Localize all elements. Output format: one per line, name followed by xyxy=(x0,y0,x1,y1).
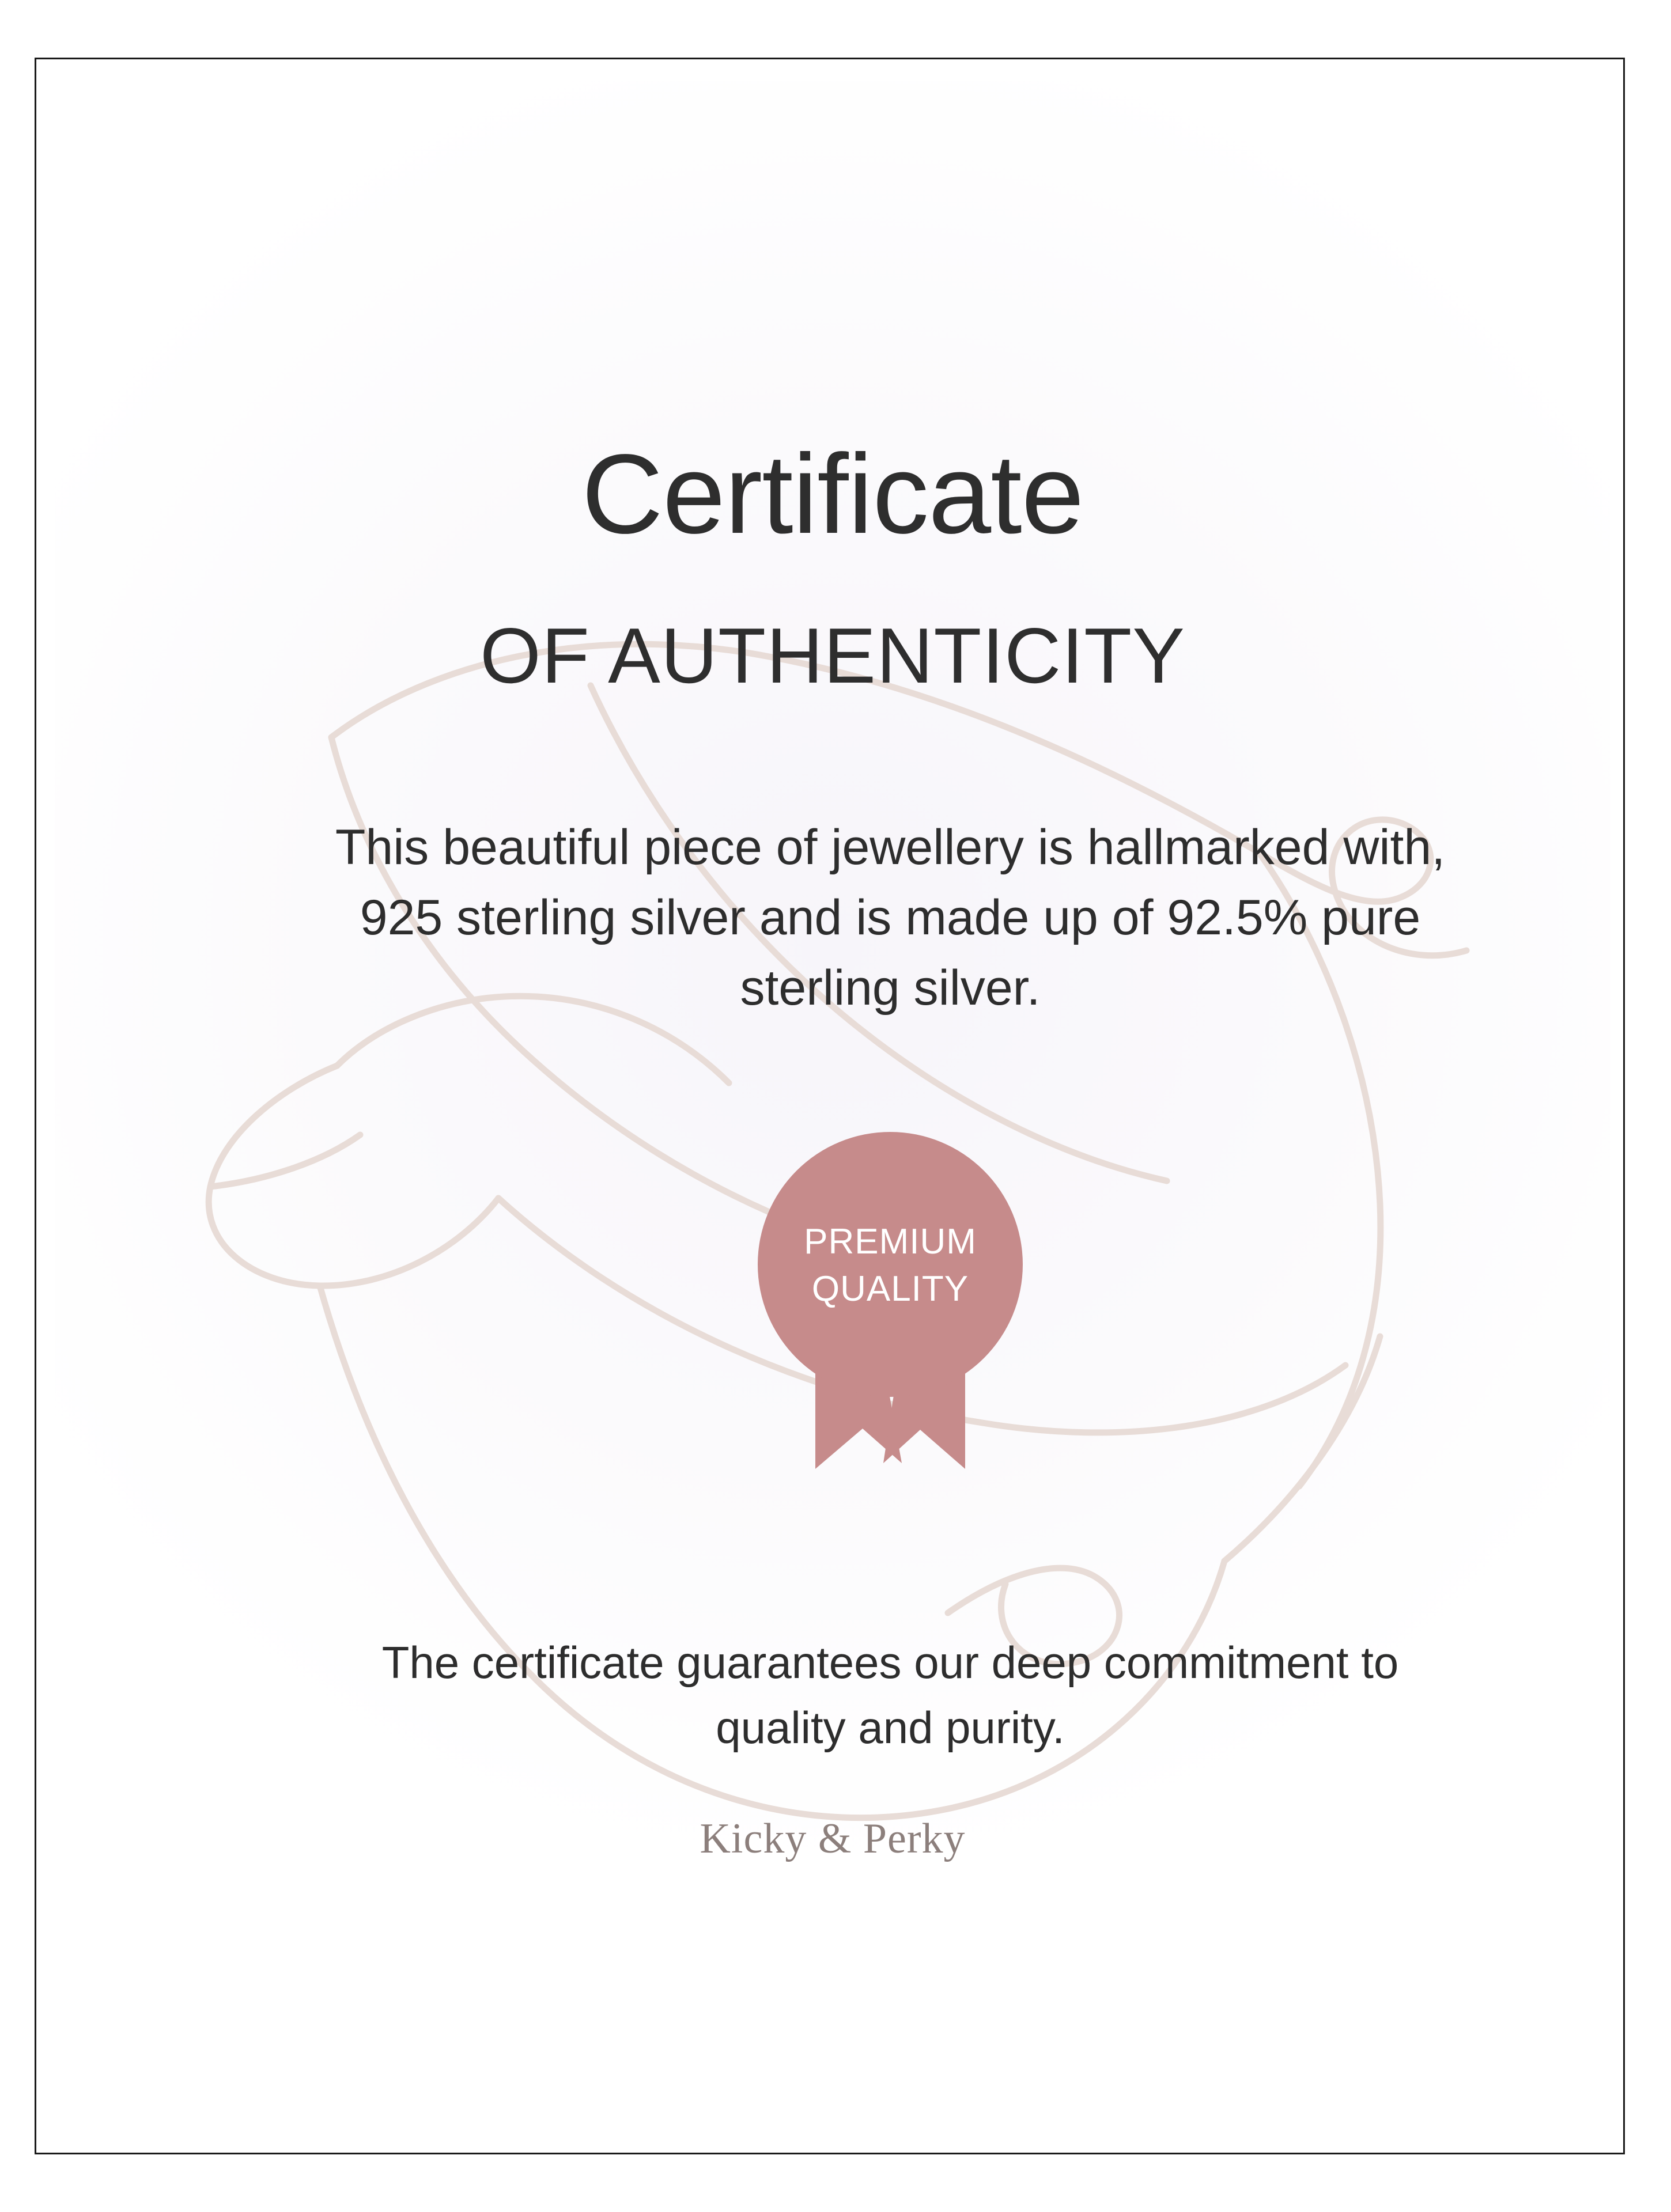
certificate-content xyxy=(55,81,1610,2143)
seal-text xyxy=(729,1218,1052,1313)
footer-paragraph: The certificate guarantees our deep commitment to quality and purity. xyxy=(381,1637,1399,1753)
brand-name: Kicky & Perky xyxy=(700,1815,966,1862)
premium-quality-seal xyxy=(729,1112,1052,1527)
page-title: Certificate xyxy=(581,431,1084,557)
page-subtitle: OF AUTHENTICITY xyxy=(480,612,1185,699)
seal-line-2: QUALITY xyxy=(811,1268,969,1309)
body-paragraph: This beautiful piece of jewellery is hallmarked with, 925 sterling silver and is made up of 92.5% pure sterling silver. xyxy=(335,820,1446,1016)
certificate-card xyxy=(55,81,1610,2143)
seal-line-1: PREMIUM xyxy=(804,1222,977,1262)
